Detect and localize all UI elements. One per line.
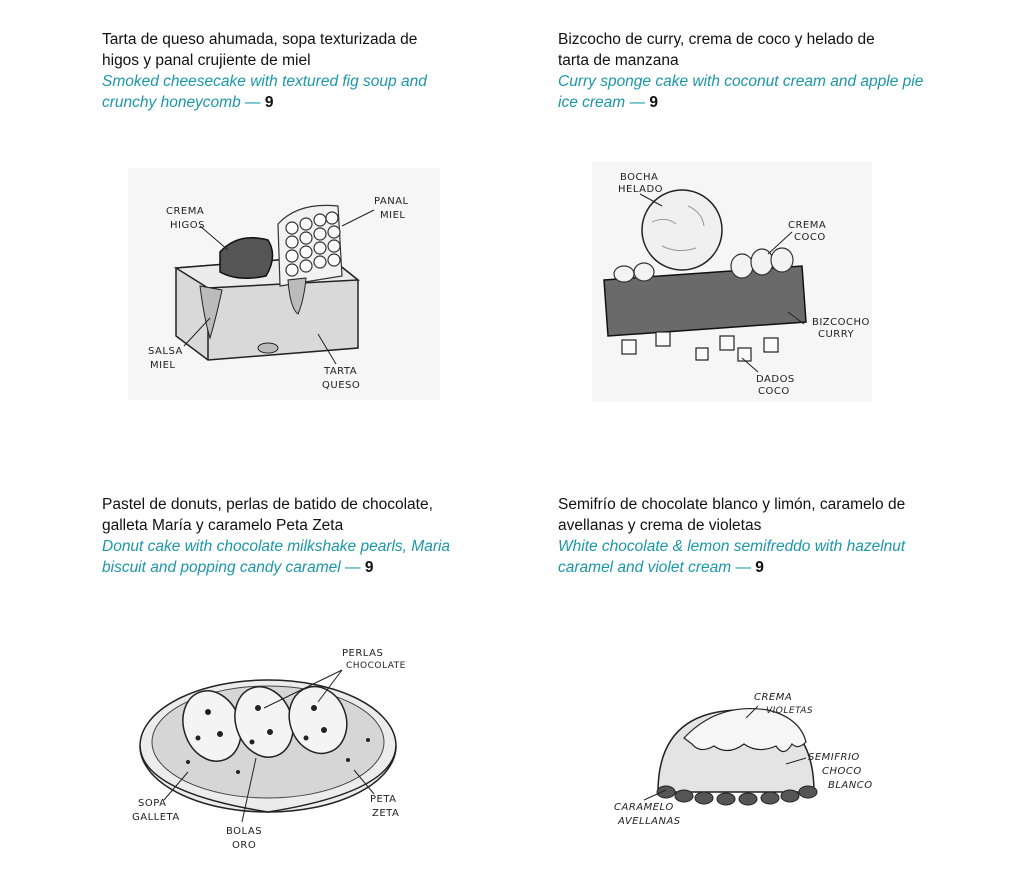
label-helado: HELADO bbox=[618, 184, 664, 195]
label-salsa: SALSA bbox=[148, 346, 183, 357]
price-separator: — bbox=[345, 559, 361, 576]
dish-english-line: crunchy honeycomb bbox=[102, 94, 241, 111]
label-semifrio: SEMIFRIO bbox=[808, 752, 860, 763]
label-caramelo: CARAMELO bbox=[614, 802, 674, 813]
dish-card-cheesecake bbox=[102, 29, 502, 113]
price-separator: — bbox=[735, 559, 751, 576]
label-bizcocho: BIZCOCHO bbox=[812, 317, 870, 328]
label-queso: QUESO bbox=[322, 380, 361, 391]
cheesecake-illustration bbox=[128, 168, 440, 400]
label-tarta: TARTA bbox=[324, 366, 358, 377]
dish-spanish-line: galleta María y caramelo Peta Zeta bbox=[102, 517, 344, 534]
dish-card-curry-cake bbox=[558, 29, 978, 113]
label-chocolate: CHOCOLATE bbox=[346, 661, 406, 671]
label-dados: DADOS bbox=[756, 374, 795, 385]
label-curry: CURRY bbox=[818, 329, 855, 340]
curry-cake-illustration bbox=[592, 162, 872, 402]
dish-spanish-line: Bizcocho de curry, crema de coco y helado de bbox=[558, 31, 875, 48]
semifreddo-illustration bbox=[608, 682, 898, 842]
dish-spanish-name bbox=[558, 29, 978, 71]
label-panal: PANAL bbox=[374, 196, 409, 207]
label-coco: COCO bbox=[794, 232, 826, 243]
label-miel: MIEL bbox=[380, 210, 406, 221]
dish-price: 9 bbox=[364, 559, 374, 576]
label-violetas: VIOLETAS bbox=[766, 706, 814, 716]
label-blanco: BLANCO bbox=[828, 780, 873, 791]
label-bolas: BOLAS bbox=[226, 826, 263, 837]
dish-english-line: caramel and violet cream bbox=[558, 559, 732, 576]
dish-spanish-name bbox=[558, 494, 978, 536]
dish-card-semifreddo bbox=[558, 494, 978, 578]
dish-price: 9 bbox=[264, 94, 274, 111]
dish-spanish-line: avellanas y crema de violetas bbox=[558, 517, 762, 534]
label-avellanas: AVELLANAS bbox=[618, 816, 681, 827]
label-zeta: ZETA bbox=[372, 808, 400, 819]
label-peta: PETA bbox=[370, 794, 397, 805]
dish-english-line: biscuit and popping candy caramel bbox=[102, 559, 341, 576]
label-crema: CREMA bbox=[788, 220, 827, 231]
label-oro: ORO bbox=[232, 840, 257, 851]
label-sopa: SOPA bbox=[138, 798, 167, 809]
price-separator: — bbox=[629, 94, 645, 111]
dish-card-donut-cake bbox=[102, 494, 522, 578]
price-separator: — bbox=[245, 94, 261, 111]
label-choco: CHOCO bbox=[822, 766, 862, 777]
donut-cake-illustration bbox=[128, 642, 428, 854]
dish-price: 9 bbox=[649, 94, 658, 111]
dish-english-line: Donut cake with chocolate milkshake pearls, Maria bbox=[102, 538, 451, 555]
dish-english-name bbox=[558, 536, 978, 578]
label-higos: HIGOS bbox=[170, 220, 205, 231]
dish-english-line: White chocolate & lemon semifreddo with hazelnut bbox=[558, 538, 906, 555]
dish-english-line: ice cream bbox=[558, 94, 626, 111]
dish-english-name bbox=[102, 71, 502, 113]
dish-spanish-line: Semifrío de chocolate blanco y limón, caramelo de bbox=[558, 496, 906, 513]
dish-english-name bbox=[558, 71, 978, 113]
label-perlas: PERLAS bbox=[342, 648, 384, 659]
dish-spanish-line: higos y panal crujiente de miel bbox=[102, 52, 311, 69]
dish-spanish-line: Pastel de donuts, perlas de batido de chocolate, bbox=[102, 496, 433, 513]
label-coco-dados: COCO bbox=[758, 386, 790, 397]
label-bocha: BOCHA bbox=[620, 172, 659, 183]
dish-english-name bbox=[102, 536, 522, 578]
dish-english-line: Smoked cheesecake with textured fig soup and bbox=[102, 73, 427, 90]
dish-spanish-name bbox=[102, 29, 502, 71]
dish-spanish-line: tarta de manzana bbox=[558, 52, 679, 69]
label-galleta: GALLETA bbox=[132, 812, 180, 823]
dish-spanish-name bbox=[102, 494, 522, 536]
dish-english-line: Curry sponge cake with coconut cream and apple pie bbox=[558, 73, 924, 90]
label-miel-salsa: MIEL bbox=[150, 360, 176, 371]
dish-spanish-line: Tarta de queso ahumada, sopa texturizada de bbox=[102, 31, 418, 48]
label-crema: CREMA bbox=[754, 692, 793, 703]
dish-price: 9 bbox=[755, 559, 764, 576]
label-crema: CREMA bbox=[166, 206, 205, 217]
